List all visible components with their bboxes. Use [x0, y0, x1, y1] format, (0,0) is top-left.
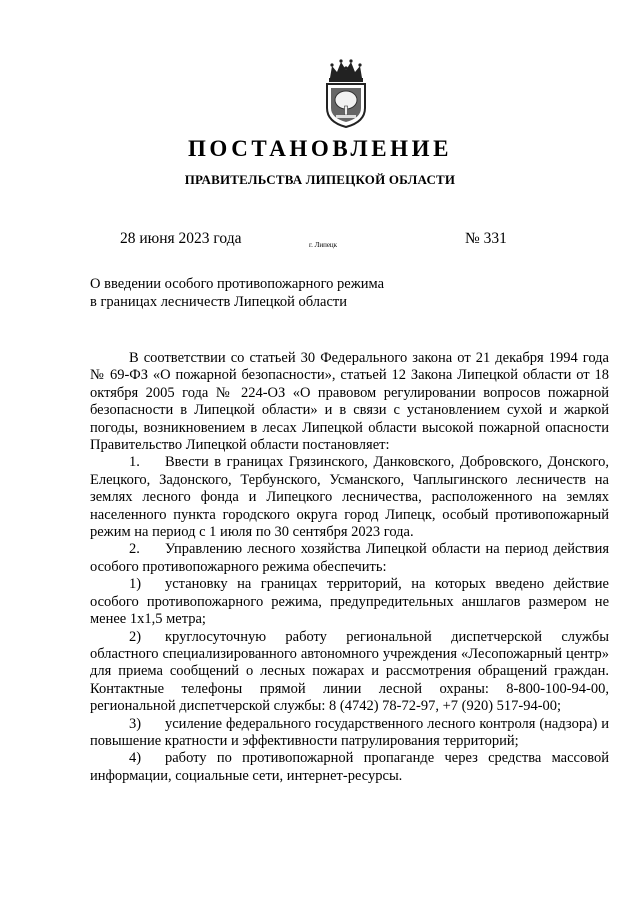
item-text: Ввести в границах Грязинского, Данковского, Добровского, Донского, Елецкого, Задонского, Тербунского, Усманского, Чаплыгинского лесничеств на землях лесного фонда и Липецкого лесничества, расположенного на землях населенного пункта городского округа город Липецк, особый противопожарный режим на период с 1 июля по 30 сентября 2023 года.: [90, 454, 609, 541]
document-body: [90, 350, 609, 785]
document-number: № 331: [465, 230, 507, 247]
item-number: 2): [129, 628, 142, 645]
item-number: 1.: [129, 454, 140, 471]
subitem-paragraph: [90, 629, 609, 716]
item-number: 3): [129, 715, 142, 732]
subitem-paragraph: [90, 576, 609, 628]
subitem-paragraph: [90, 716, 609, 751]
subitem-paragraph: [90, 750, 609, 785]
item-number: 1): [129, 576, 142, 593]
item-number: 2.: [129, 541, 140, 558]
document-city: г. Липецк: [309, 241, 338, 249]
subject-line: О введении особого противопожарного режима: [90, 276, 385, 292]
preamble-paragraph: В соответствии со статьей 30 Федерального закона от 21 декабря 1994 года № 69-ФЗ «О пожарной безопасности», статьей 12 Закона Липецкой области от 18 октября 2005 года № 224-ОЗ «О правовом регулировании вопросов пожарной безопасности в Липецкой области» и в связи с установлением сухой и жаркой погоды, возникновением в лесах Липецкой области высокой пожарной опасности Правительство Липецкой области постановляет:: [90, 350, 609, 454]
item-paragraph: [90, 454, 609, 541]
item-text: круглосуточную работу региональной диспетчерской службы областного специализированного автономного учреждения «Лесопожарный центр» для приема сообщений о лесных пожарах и рассмотрения обращений граждан. Контактные телефоны прямой линии лесной охраны: 8-800-100-94-00, региональной диспетчерской службы: 8 (4742) 78-72-97, +7 (920) 517-94-00;: [90, 628, 609, 715]
item-number: 4): [129, 750, 142, 767]
document-issuer: ПРАВИТЕЛЬСТВА ЛИПЕЦКОЙ ОБЛАСТИ: [184, 172, 456, 187]
item-text: работу по противопожарной пропаганде через средства массовой информации, социальные сети, интернет-ресурсы.: [90, 750, 609, 784]
document-subject: [90, 276, 450, 311]
lipetsk-coat-of-arms-icon: [322, 58, 370, 128]
item-text: усиление федерального государственного лесного контроля (надзора) и повышение кратности и эффективности патрулирования территорий;: [90, 715, 609, 749]
item-text: установку на границах территорий, на которых введено действие особого противопожарного режима, предупредительных аншлагов размером не менее 1х1,5 метра;: [90, 576, 609, 628]
document-title: ПОСТАНОВЛЕНИЕ: [187, 136, 453, 161]
document-date: 28 июня 2023 года: [120, 230, 242, 247]
item-text: Управлению лесного хозяйства Липецкой области на период действия особого противопожарного режима обеспечить:: [90, 541, 609, 575]
item-paragraph: [90, 541, 609, 576]
subject-line: в границах лесничеств Липецкой области: [90, 293, 347, 310]
